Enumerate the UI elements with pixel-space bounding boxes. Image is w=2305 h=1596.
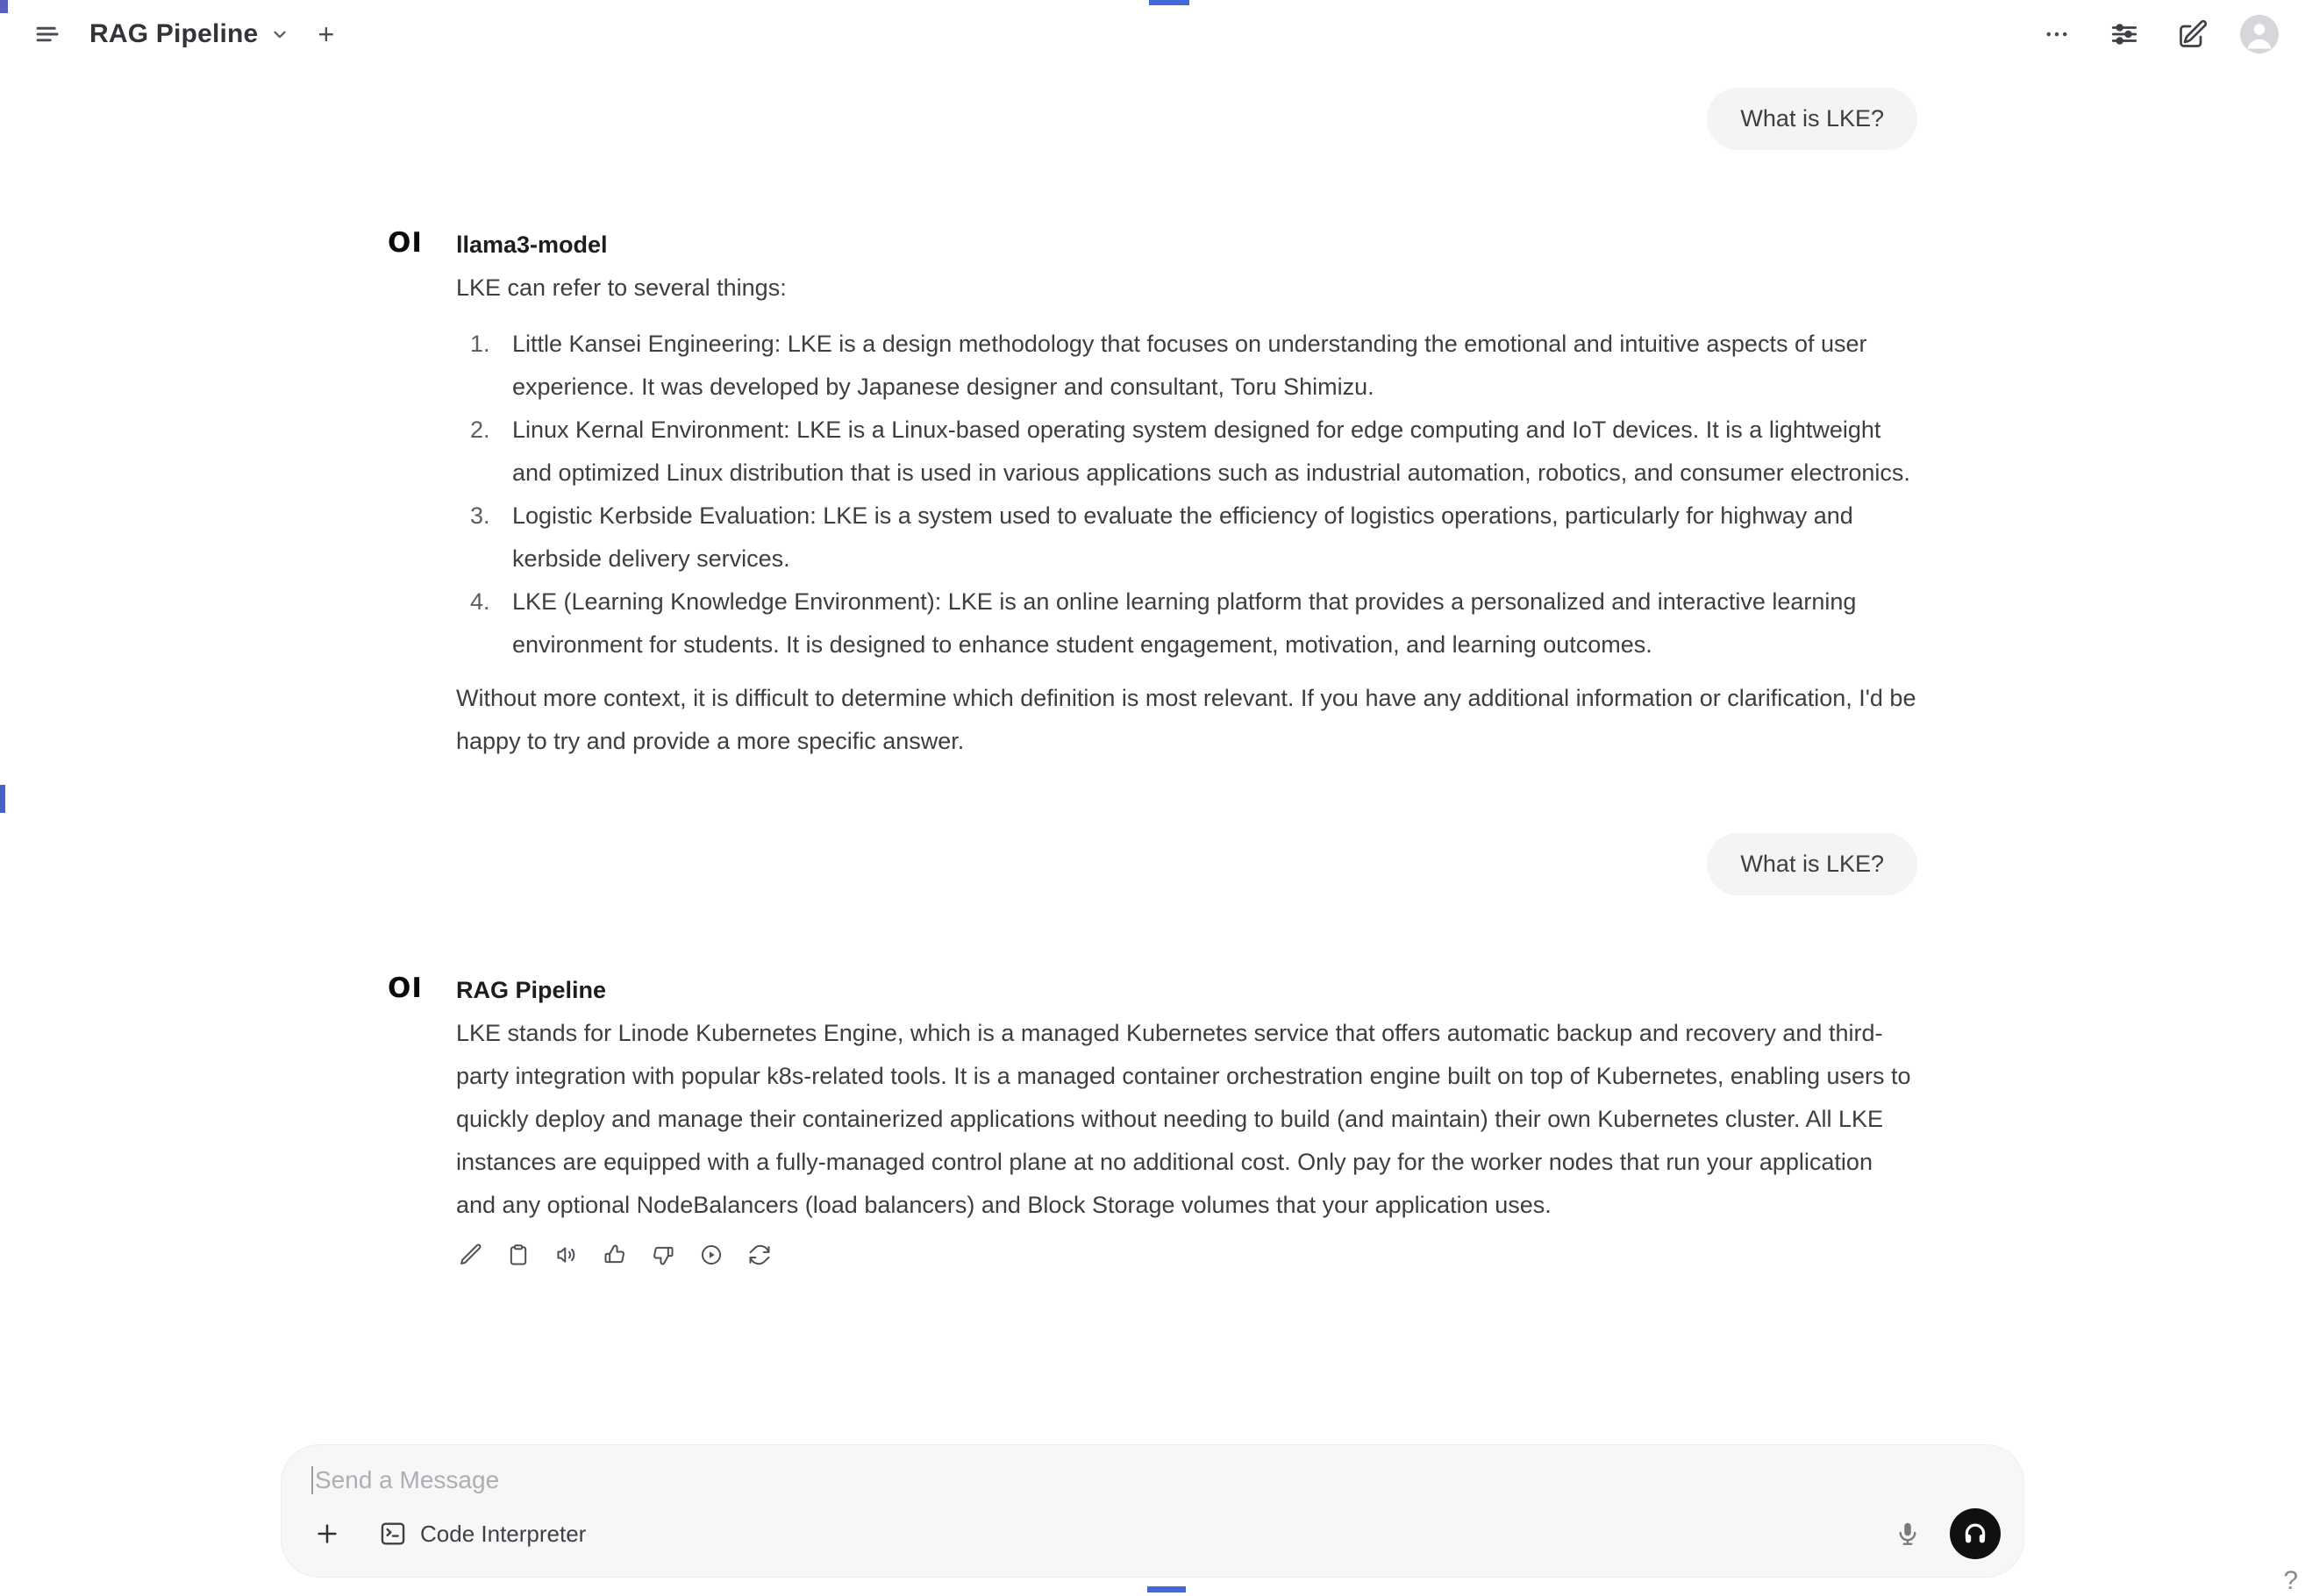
definition-list [456, 323, 1917, 666]
pencil-square-icon [2177, 18, 2209, 50]
copy-button[interactable] [504, 1241, 532, 1269]
list-item: 1. Little Kansei Engineering: LKE is a design methodology that focuses on understanding the emotional and intuitive aspects of user experience. It was developed by Japanese designer and consultant, Toru Shimizu. [470, 331, 1867, 400]
model-avatar-logo: OI [388, 227, 423, 259]
model-avatar-logo: OI [388, 973, 423, 1004]
chat-messages-area [0, 68, 2305, 1426]
model-name: RAG Pipeline [456, 977, 607, 1003]
bad-response-button[interactable] [649, 1241, 677, 1269]
read-aloud-button[interactable] [553, 1241, 581, 1269]
list-item: 4. LKE (Learning Knowledge Environment): LKE is an online learning platform that provides a personalized and interactive learning environment for students. It is designed to enhance student engagement, motivation, and learning outcomes. [470, 588, 1857, 658]
pencil-icon [458, 1243, 482, 1267]
regenerate-button[interactable] [746, 1241, 774, 1269]
chevron-down-icon [270, 25, 289, 44]
voice-input-button[interactable] [1888, 1514, 1927, 1553]
headphones-icon [1961, 1520, 1989, 1548]
speaker-icon [554, 1243, 579, 1267]
menu-icon [32, 19, 61, 49]
assistant-body: LKE stands for Linode Kubernetes Engine, which is a managed Kubernetes service that offers automatic backup and recovery and third-party integration with popular k8s-related tools. It is a managed container orchestration engine built on top of Kubernetes, enabling users to quickly deploy and manage their containerized applications without needing to build (and maintain) their own Kubernetes cluster. All LKE instances are equipped with a fully-managed control plane at no additional cost. Only pay for the worker nodes that run your application and any optional NodeBalancers (load balancers) and Block Storage volumes that your application uses. [456, 1020, 1911, 1218]
plus-icon: + [318, 18, 335, 50]
header-plus-button[interactable] [312, 15, 339, 53]
play-circle-icon [699, 1243, 724, 1267]
artifact-top-left [0, 0, 8, 13]
text-caret [311, 1466, 313, 1494]
chat-title-menu[interactable] [89, 19, 289, 49]
avatar-icon [2240, 15, 2279, 53]
assistant-message [388, 225, 1917, 763]
continue-response-button[interactable] [697, 1241, 725, 1269]
message-composer [281, 1444, 2024, 1578]
assistant-intro: LKE can refer to several things: [456, 274, 787, 301]
new-chat-button[interactable] [2172, 13, 2214, 55]
chat-controls-button[interactable] [2103, 13, 2145, 55]
attach-button[interactable] [308, 1514, 346, 1553]
voice-call-button[interactable] [1950, 1508, 2001, 1559]
plus-icon [313, 1520, 341, 1548]
model-name: llama3-model [456, 232, 608, 258]
artifact-left-edge [0, 785, 5, 813]
page-title: RAG Pipeline [89, 19, 259, 48]
artifact-bottom-center [1147, 1586, 1186, 1592]
code-interpreter-toggle[interactable] [378, 1519, 586, 1549]
code-interpreter-label: Code Interpreter [420, 1520, 587, 1547]
ellipsis-icon [2042, 19, 2072, 49]
list-item: 2. Linux Kernal Environment: LKE is a Linux-based operating system designed for edge computing and IoT devices. It is a lightweight and optimized Linux distribution that is used in various applications such as industrial automation, robotics, and consumer electronics. [470, 417, 1910, 486]
sliders-icon [2109, 18, 2140, 50]
command-line-icon [378, 1519, 408, 1549]
top-bar [0, 0, 2305, 68]
microphone-icon [1894, 1520, 1922, 1548]
user-avatar[interactable] [2240, 15, 2279, 53]
list-item: 3. Logistic Kerbside Evaluation: LKE is a system used to evaluate the efficiency of logistics operations, particularly for highway and kerbside delivery services. [470, 502, 1853, 572]
thumbs-down-icon [651, 1243, 675, 1267]
edit-message-button[interactable] [456, 1241, 484, 1269]
assistant-message [388, 971, 1917, 1269]
sidebar-toggle-button[interactable] [26, 14, 67, 54]
help-button[interactable]: ? [2283, 1566, 2298, 1595]
clipboard-icon [506, 1243, 531, 1267]
good-response-button[interactable] [601, 1241, 629, 1269]
user-message: What is LKE? [1707, 88, 1917, 150]
more-options-button[interactable] [2037, 14, 2077, 54]
message-input[interactable] [315, 1466, 1992, 1494]
artifact-top-center [1149, 0, 1189, 5]
message-actions [456, 1241, 1917, 1269]
user-message: What is LKE? [1707, 833, 1917, 895]
assistant-outro: Without more context, it is difficult to determine which definition is most relevant. If you have any additional information or clarification, I'd be happy to try and provide a more specific answer. [456, 685, 1916, 754]
refresh-icon [747, 1243, 772, 1267]
thumbs-up-icon [603, 1243, 627, 1267]
